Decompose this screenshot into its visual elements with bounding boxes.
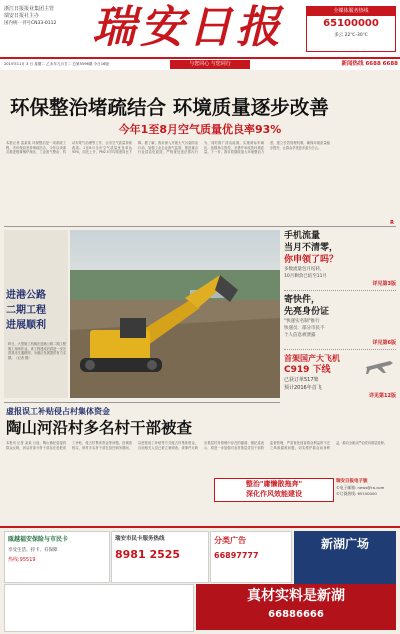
second-divider xyxy=(4,402,280,403)
ad-xinhu-slogan: 真材实料是新湖 xyxy=(247,588,345,604)
ad-citizen-card-title: 瑞安市民卡服务热线 xyxy=(115,536,165,542)
ticker-2-line: 寄快件， xyxy=(284,295,321,305)
lead-body: 本报记者 雷某某 环保整治是一项系统工程，市环保局坚持堵疏结合，今年以来重点推进燃煤锅炉淘汰、工业废气整治、机动车尾气治理等工作，全市空气质量持续改善。1至8月全市空气质量优良率达93%，同比上升，PM2.5平均浓度同比下降。据了解，我市深入开展大气污染防治行动，加强工业企业废气监管，推进重点行业清洁化改造，严格查处违法排污行为，同时推广清洁能源，实施黄标车淘汰，加强扬尘管控，多措并举改善环境质量。下一步，我市将继续加大环境整治力度，建立长效管理机制，确保环境质量稳步提升，让群众享受更多蓝天白云。 xyxy=(6,141,330,155)
excavator-photo xyxy=(70,230,280,398)
ad-bottom-left xyxy=(4,584,194,632)
ad-xinhu-banner xyxy=(196,584,396,630)
service-hotline-label: 全媒体服务热线 xyxy=(307,7,395,16)
epaper-title: 瑞安日报电子版 xyxy=(336,479,368,484)
photo-story-panel xyxy=(4,230,68,398)
ad-insurance-sub: 享受生活、持卡、有保障 xyxy=(8,548,58,553)
ad-classified-tel: 66897777 xyxy=(214,551,259,560)
ticker-2-line: 先亮身份证 xyxy=(284,307,330,317)
photo-story-title-line: 进展顺利 xyxy=(6,320,46,331)
ad-insurance xyxy=(4,531,110,583)
photo-story-title xyxy=(6,288,66,333)
masthead-left-info xyxy=(4,6,72,27)
photo-story-title-line: 二期工程 xyxy=(6,305,46,316)
second-body: 本报讯 记者 某某 日前，陶山镇纪委接到群众反映，河沿村部分村干部存在虚报误工补贴、侵占村集体资金等问题。经调查核实，该村多名村干部在担任职务期间，以虚报误工补贴等方式侵占村集体资金，目前相关人员已被立案调查。该事件反映出基层村务管理中存在的漏洞，镇纪委表示，将进一步加强对农村基层党员干部的监督管理，严肃查处侵害群众利益的不正之风和腐败问题，切实维护群众切身利益，推动全面从严治党向基层延伸。 xyxy=(6,441,387,450)
ticker-1-line: 你申领了吗？ xyxy=(284,255,339,265)
date-line: 2015年11月 3 日 星期二 乙未年九月廿二 总第5596期 今日16版 xyxy=(4,62,109,66)
ad-xinhu-tel: 66886666 xyxy=(268,609,324,620)
ticker-1 xyxy=(284,230,396,291)
masthead-right xyxy=(306,6,396,52)
ad-citizen-card-tel: 8981 2525 xyxy=(115,548,181,561)
flight-title: 首架国产大飞机 xyxy=(284,354,340,363)
photo-story-title-line: 进港公路 xyxy=(6,290,46,301)
news-hotline: 新闻热线 6688 6688 xyxy=(341,61,398,67)
ad-insurance-tel: 热线:95519 xyxy=(8,557,36,563)
service-hotline-number: 65100000 xyxy=(323,18,379,29)
second-headline: 陶山河沿村多名村干部被查 xyxy=(6,419,193,437)
newspaper-logo: 瑞安日报 xyxy=(92,2,284,53)
ticker-1-line: 手机流量 xyxy=(284,231,321,241)
flight-subtitle: C919 下线 xyxy=(284,365,331,375)
ad-insurance-title: 瓯越福安保险与市民卡 xyxy=(8,536,69,543)
lead-continued-tag: R xyxy=(390,220,394,226)
promo-line-1: 整治"庸懒散拖奔" xyxy=(245,480,303,488)
photo-story-caption: 昨日，大型施工机械在进港公路二期工程施工现场作业。该工程建成后将进一步完善我市交通路网，为港区发展提供有力支撑。（记者 摄） xyxy=(8,342,66,360)
promo-banner xyxy=(214,478,334,502)
ticker-1-line: 10月剩余已结至11月 xyxy=(284,274,327,279)
ticker-2-line: "快递实名制"推行 xyxy=(284,319,320,324)
ticker-2-line: 个人信息被泄露 xyxy=(284,333,316,338)
sponsor-line: 瑞安日报社主办 xyxy=(4,13,40,19)
slogan: 与您同心 与您同行 xyxy=(170,60,250,69)
epaper-notice xyxy=(336,478,396,500)
weather: 多云 22℃-30℃ xyxy=(334,33,368,38)
cn-number: 国内统一刊号CN33-0112 xyxy=(4,21,57,26)
airplane-icon xyxy=(364,355,394,375)
masthead-rule xyxy=(0,57,400,59)
ad-classified xyxy=(210,531,292,583)
second-kicker: 虚报误工补贴侵占村集体资金 xyxy=(6,407,110,416)
promo-line-2: 深化作风效能建设 xyxy=(246,490,302,498)
ticker-1-line: 多数流量包月结转， xyxy=(284,267,325,272)
ad-top-rule xyxy=(0,526,400,528)
publisher-line: 浙江日报报业集团主管 xyxy=(4,6,55,12)
ticker-2-line: 快递员：部分市民不 xyxy=(284,326,325,331)
flight-box xyxy=(284,353,396,421)
ticker-1-line: 当月不清零， xyxy=(284,243,339,253)
ad-xinhu-title: 新湖广场 xyxy=(320,537,369,551)
lead-subhead: 今年1至8月空气质量优良率93% xyxy=(118,123,282,136)
epaper-line: ©订阅热线: 65100000 xyxy=(336,491,377,496)
masthead xyxy=(0,0,400,70)
ticker-2 xyxy=(284,291,396,350)
epaper-line[interactable]: ©电子邮箱: news@ra.com xyxy=(336,485,385,490)
ticker-2-ref[interactable]: 详见第6版 xyxy=(372,340,396,346)
lead-headline: 环保整治堵疏结合 环境质量逐步改善 xyxy=(10,96,329,119)
flight-line: 预计2016年首飞 xyxy=(284,385,322,391)
flight-line: 已获订单517架 xyxy=(284,377,319,383)
flight-ref[interactable]: 详见第12版 xyxy=(369,393,396,399)
lead-divider xyxy=(4,226,396,227)
ticker-1-ref[interactable]: 详见第3版 xyxy=(372,281,396,287)
ad-citizen-card xyxy=(111,531,209,583)
ad-classified-title: 分类广告 xyxy=(214,536,246,545)
